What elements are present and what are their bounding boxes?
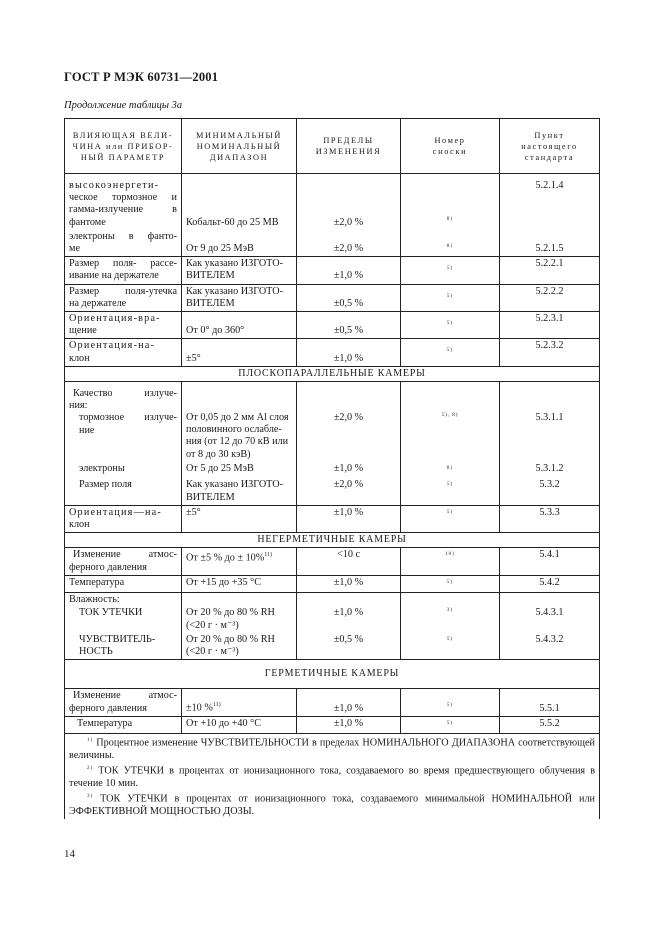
range-cell: От 0,05 до 2 мм Al слоя половинного ослабле- ния (от 12 до 70 кВ или от 8 до 30 кэВ)	[182, 382, 297, 462]
range-cell: Как указано ИЗГОТО- ВИТЕЛЕМ	[182, 284, 297, 311]
clause-cell: 5.4.1	[500, 548, 600, 575]
limit-cell: ±0,5 %	[297, 633, 401, 660]
clause-cell: 5.2.2.2	[500, 284, 600, 311]
section-title-sealed: ГЕРМЕТИЧНЫЕ КАМЕРЫ	[65, 660, 600, 689]
param-cell: электроны в фанто- ме	[65, 230, 182, 257]
range-cell: От 20 % до 80 % RH (<20 г · м⁻³)	[182, 593, 297, 633]
limit-cell: ±1,0 %	[297, 593, 401, 633]
table-row	[65, 716, 600, 734]
range-cell: Как указано ИЗГОТО- ВИТЕЛЕМ	[182, 257, 297, 284]
param-cell: высокоэнергети- ческое тормозное и гамма-излучение в фантоме	[65, 174, 182, 230]
limit-cell: ±1,0 %	[297, 339, 401, 366]
range-cell: От 20 % до 80 % RH (<20 г · м⁻³)	[182, 633, 297, 660]
section-row	[65, 366, 600, 381]
table-row	[65, 548, 600, 575]
clause-cell: 5.2.3.1	[500, 312, 600, 339]
footnote-cell: 8)	[401, 230, 500, 257]
table-row	[65, 505, 600, 532]
footnote-cell: 5)	[401, 633, 500, 660]
footnote-cell: 5)	[401, 716, 500, 734]
clause-cell: 5.4.3.1	[500, 593, 600, 633]
limit-cell: ±1,0 %	[297, 505, 401, 532]
param-cell: Ориентация—на- клон	[65, 505, 182, 532]
clause-cell: 5.3.1.2	[500, 462, 600, 479]
footnote-cell: 5)	[401, 312, 500, 339]
table-row	[65, 312, 600, 339]
table-row	[65, 339, 600, 366]
range-cell: От ±5 % до ± 10%$^{11)}$	[182, 548, 297, 575]
col-header-parameter: ВЛИЯЮЩАЯ ВЕЛИ- ЧИНА или ПРИБОР- НЫЙ ПАРАМЕТР	[65, 119, 182, 174]
col-header-footnote: Номер сноски	[401, 119, 500, 174]
footnote-cell: 3)	[401, 593, 500, 633]
clause-cell: 5.2.2.1	[500, 257, 600, 284]
table-row	[65, 257, 600, 284]
param-cell: Размер поля- рассе- ивание на держателе	[65, 257, 182, 284]
param-cell: Ориентация-вра- щение	[65, 312, 182, 339]
section-row	[65, 660, 600, 689]
range-cell: От +15 до +35 °С	[182, 575, 297, 593]
footnote-cell: 5)	[401, 257, 500, 284]
section-title-unsealed: НЕГЕРМЕТИЧНЫЕ КАМЕРЫ	[65, 533, 600, 548]
footnote-cell: 5)	[401, 339, 500, 366]
section-title-plane: ПЛОСКОПАРАЛЛЕЛЬНЫЕ КАМЕРЫ	[65, 366, 600, 381]
range-cell: Кобальт-60 до 25 МВ	[182, 174, 297, 230]
limit-cell: ±1,0 %	[297, 689, 401, 716]
range-cell: ±5°	[182, 505, 297, 532]
footnote-cell: 5)	[401, 284, 500, 311]
range-cell: От 5 до 25 МэВ	[182, 462, 297, 479]
table-row	[65, 575, 600, 593]
table-header-row	[65, 119, 600, 174]
clause-cell: 5.3.3	[500, 505, 600, 532]
table-row	[65, 462, 600, 479]
clause-cell: 5.5.1	[500, 689, 600, 716]
table-row	[65, 478, 600, 505]
footnote-cell: 5)	[401, 575, 500, 593]
clause-cell: 5.2.1.5	[500, 230, 600, 257]
param-cell: Размер поля-утечка на держателе	[65, 284, 182, 311]
col-header-range: МИНИМАЛЬНЫЙ НОМИНАЛЬНЫЙ ДИАПАЗОН	[182, 119, 297, 174]
range-cell: От +10 до +40 °С	[182, 716, 297, 734]
param-cell: Ориентация-на- клон	[65, 339, 182, 366]
footnotes-row	[65, 734, 600, 819]
clause-cell: 5.2.1.4	[500, 174, 600, 230]
footnote-1: $^{1)}$ Процентное изменение ЧУВСТВИТЕЛЬНОСТИ в пределах НОМИНАЛЬНОГО ДИАПАЗОНА соответствующей величины.	[69, 737, 595, 762]
limit-cell: ±2,0 %	[297, 174, 401, 230]
section-row	[65, 533, 600, 548]
limit-cell: ±0,5 %	[297, 284, 401, 311]
param-cell: Температура	[65, 575, 182, 593]
clause-cell: 5.2.3.2	[500, 339, 600, 366]
footnote-cell: 5), 8)	[401, 382, 500, 462]
param-cell: Размер поля	[65, 478, 182, 505]
footnote-2: $^{2)}$ ТОК УТЕЧКИ в процентах от ионизационного тока, создаваемого во время предшествующего облучения в течение 10 мин.	[69, 765, 596, 790]
limit-cell: ±1,0 %	[297, 462, 401, 479]
param-cell: электроны	[65, 462, 182, 479]
param-cell: Влажность: ТОК УТЕЧКИ	[65, 593, 182, 633]
col-header-clause: Пункт настоящего стандарта	[500, 119, 600, 174]
table-continuation-caption: Продолжение таблицы 3а	[64, 100, 183, 111]
param-cell: Изменение атмос- ферного давления	[65, 689, 182, 716]
clause-cell: 5.4.3.2	[500, 633, 600, 660]
table-row	[65, 174, 600, 230]
param-cell: Изменение атмос- ферного давления	[65, 548, 182, 575]
table-row	[65, 633, 600, 660]
footnote-cell: 8)	[401, 174, 500, 230]
limit-cell: ±2,0 %	[297, 382, 401, 462]
range-cell: ±5°	[182, 339, 297, 366]
range-cell: От 0° до 360°	[182, 312, 297, 339]
col-header-limits: ПРЕДЕЛЫ ИЗМЕНЕНИЯ	[297, 119, 401, 174]
footnote-3: $^{3)}$ ТОК УТЕЧКИ в процентах от ионизационного тока, создаваемого минимальной НОМИНАЛЬНОЙ или ЭФФЕКТИВНОЙ МОЩНОСТЬЮ ДОЗЫ.	[69, 793, 595, 817]
document-header: ГОСТ Р МЭК 60731—2001	[64, 70, 219, 84]
limit-cell: ±2,0 %	[297, 478, 401, 505]
clause-cell: 5.5.2	[500, 716, 600, 734]
table-row	[65, 689, 600, 716]
range-cell: Как указано ИЗГОТО- ВИТЕЛЕМ	[182, 478, 297, 505]
range-cell: ±10 %$^{11)}$	[182, 689, 297, 716]
footnote-cell: 5)	[401, 689, 500, 716]
table-row	[65, 593, 600, 633]
range-cell: От 9 до 25 МэВ	[182, 230, 297, 257]
clause-cell: 5.3.1.1	[500, 382, 600, 462]
table-row	[65, 230, 600, 257]
footnote-cell: 5)	[401, 505, 500, 532]
clause-cell: 5.3.2	[500, 478, 600, 505]
clause-cell: 5.4.2	[500, 575, 600, 593]
param-cell: Температура	[65, 716, 182, 734]
footnote-cell: 5)	[401, 478, 500, 505]
footnotes-cell	[65, 734, 600, 819]
table-row	[65, 284, 600, 311]
limit-cell: ±1,0 %	[297, 716, 401, 734]
footnote-cell: 8)	[401, 462, 500, 479]
limit-cell: ±1,0 %	[297, 257, 401, 284]
param-cell: Качество излуче- ния: тормозное излуче- ние	[65, 382, 182, 462]
table-row	[65, 382, 600, 462]
param-cell: ЧУВСТВИТЕЛЬ- НОСТЬ	[65, 633, 182, 660]
limit-cell: <10 с	[297, 548, 401, 575]
influence-quantities-table	[64, 118, 600, 819]
limit-cell: ±0,5 %	[297, 312, 401, 339]
footnote-cell: 10)	[401, 548, 500, 575]
limit-cell: ±1,0 %	[297, 575, 401, 593]
page-number: 14	[64, 848, 75, 860]
limit-cell: ±2,0 %	[297, 230, 401, 257]
